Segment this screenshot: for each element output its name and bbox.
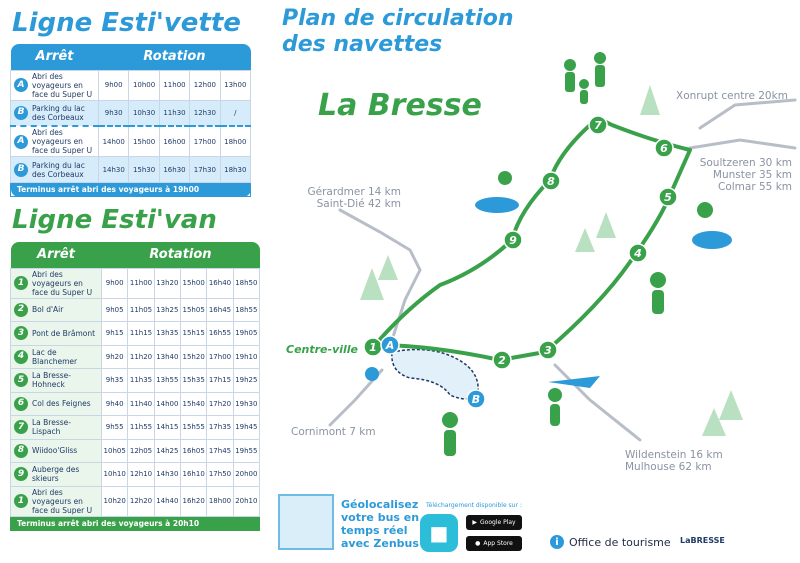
stop-cell [11,70,99,100]
stop-badge: 8 [14,444,28,458]
google-play-button[interactable] [466,515,522,530]
time-cell: 19h25 [233,369,259,393]
stop-badge: A [14,135,28,149]
time-cell: 13h40 [154,345,180,369]
time-cell: 16h30 [159,157,189,183]
stop-badge: 7 [14,420,28,434]
vette-footer: Terminus arrêt abri des voyageurs à 19h00 [11,183,251,197]
info-icon: i [550,535,564,549]
table-row [11,268,260,298]
stop-badge: 5 [14,373,28,387]
time-cell: 10h10 [102,463,128,487]
time-cell: 19h05 [233,322,259,346]
time-cell: 19h45 [233,416,259,440]
flag-icon [548,376,600,388]
table-row [11,416,260,440]
time-cell: 17h15 [207,369,233,393]
float-icon [475,197,519,213]
time-cell: 17h35 [207,416,233,440]
stop-marker-label: 5 [664,191,672,204]
play-icon: ▶ [472,519,478,526]
time-cell: 9h20 [102,345,128,369]
table-row [11,392,260,416]
time-cell: 17h50 [207,463,233,487]
stop-cell [11,100,99,126]
stop-cell-inner [14,488,98,515]
time-cell: 15h20 [180,345,206,369]
dest-south [625,449,723,473]
stop-name: Wiidoo'Gliss [32,446,78,456]
stop-name: Abri des voyageurs en face du Super U [32,128,93,155]
stop-name: Abri des voyageurs en face du Super U [32,71,93,99]
time-cell: 15h00 [180,268,206,298]
stop-marker [504,231,522,249]
time-cell: 12h05 [128,439,154,463]
time-cell: 13h55 [154,369,180,393]
time-cell: 17h20 [207,392,233,416]
stop-cell [11,392,102,416]
time-cell: 14h00 [99,126,129,157]
stop-badge: B [14,106,28,120]
stop-marker [655,139,673,157]
dest-east [616,157,792,193]
time-cell: 14h30 [99,157,129,183]
time-cell: 15h55 [180,416,206,440]
time-cell: 9h00 [102,268,128,298]
time-cell: 11h15 [128,322,154,346]
stop-badge: 6 [14,397,28,411]
dest-cornimont: Cornimont 7 km [291,426,376,438]
stop-badge: A [14,78,28,92]
stop-cell-inner [14,72,95,99]
zenbus-line1: Géolocalisez [341,498,419,511]
esti-vette-table [10,44,251,197]
time-cell: 11h20 [128,345,154,369]
time-cell: 19h30 [233,392,259,416]
time-cell: 16h40 [207,268,233,298]
stop-cell [11,157,99,183]
stop-cell-inner [14,444,98,458]
table-row [11,298,260,322]
office-tourisme [550,535,671,549]
dest-xonrupt: Xonrupt centre 20km [676,90,788,102]
time-cell: 9h55 [102,416,128,440]
stop-cell [11,268,102,298]
time-cell: 16h55 [207,322,233,346]
time-cell: 16h20 [180,486,206,516]
table-row [11,70,251,100]
stop-name: Lac de Blanchemer [32,347,78,366]
table-row [11,369,260,393]
stop-cell-inner [14,128,95,155]
time-cell: 12h10 [128,463,154,487]
zenbus-line3: temps réel [341,524,408,537]
stop-cell-inner [14,326,98,340]
stop-name: Col des Feignes [32,399,91,409]
stop-cell [11,486,102,516]
time-cell: 13h20 [154,268,180,298]
col-rotation: Rotation [102,242,260,268]
time-cell: 15h30 [129,157,159,183]
dest-gerardmer: Gérardmer 14 km [307,186,401,198]
time-cell: 15h00 [129,126,159,157]
time-cell: 11h00 [159,70,189,100]
stop-cell-inner [14,348,98,366]
stop-name: Abri des voyageurs en face du Super U [32,487,93,515]
map-title-line1: Plan de circulation [282,6,514,31]
la-bresse-logo [680,536,725,545]
info-icon [365,367,379,381]
stop-marker [467,390,485,408]
time-cell: 9h15 [102,322,128,346]
time-cell: 13h35 [154,322,180,346]
shuttle-route-map [262,0,800,563]
col-rotation: Rotation [99,44,251,70]
stop-name: Auberge des skieurs [32,465,80,484]
time-cell: 16h45 [207,298,233,322]
stop-badge: 1 [14,276,28,290]
stop-badge: 4 [14,350,28,364]
stop-cell [11,369,102,393]
time-cell: 12h20 [128,486,154,516]
sled-icon [692,231,732,249]
table-row [11,322,260,346]
stop-cell [11,463,102,487]
stop-cell [11,439,102,463]
time-cell: 9h05 [102,298,128,322]
stop-cell-inner [14,270,98,297]
logo-text: LaBRESSE [680,536,725,545]
stop-cell-inner [14,397,98,411]
dest-colmar: Colmar 55 km [718,181,792,193]
time-cell: 10h00 [129,70,159,100]
stop-name: Bol d'Air [32,305,64,315]
time-cell: 10h30 [129,100,159,126]
stop-badge: B [14,163,28,177]
time-cell: 15h05 [180,298,206,322]
time-cell: 14h00 [154,392,180,416]
time-cell: 18h00 [220,126,250,157]
stop-marker [542,172,560,190]
stop-marker-label: 3 [544,344,552,357]
stop-cell [11,416,102,440]
time-cell: / [220,100,250,126]
zenbus-line2: votre bus en [341,511,420,524]
stop-badge: 3 [14,326,28,340]
time-cell: 14h15 [154,416,180,440]
stop-marker-label: 7 [594,119,602,132]
stop-marker [589,116,607,134]
stop-name: Pont de Brâmont [32,328,96,338]
stop-name: Parking du lac des Corbeaux [32,103,85,122]
stop-name: Parking du lac des Corbeaux [32,160,85,179]
road-xonrupt [700,100,795,128]
stop-marker-label: 1 [369,341,377,354]
time-cell: 16h10 [180,463,206,487]
table-row [11,439,260,463]
stop-badge: 1 [14,494,28,508]
time-cell: 20h10 [233,486,259,516]
dest-munster: Munster 35 km [712,169,792,181]
lake-des-corbeaux [392,350,478,399]
time-cell: 12h30 [190,100,220,126]
time-cell: 18h00 [207,486,233,516]
col-arret: Arrêt [11,242,102,268]
time-cell: 17h00 [190,126,220,157]
time-cell: 17h30 [190,157,220,183]
stop-name: Abri des voyageurs en face du Super U [32,269,93,297]
time-cell: 11h55 [128,416,154,440]
time-cell: 15h35 [180,369,206,393]
time-cell: 12h00 [190,70,220,100]
time-cell: 19h10 [233,345,259,369]
esti-vette-title: Ligne Esti'vette [12,8,241,38]
time-cell: 15h15 [180,322,206,346]
stop-marker [629,244,647,262]
dest-mulhouse: Mulhouse 62 km [625,461,712,473]
stop-marker [539,341,557,359]
stop-badge: 9 [14,467,28,481]
time-cell: 13h25 [154,298,180,322]
stop-marker-label: 9 [509,234,517,247]
stop-cell-inner [14,161,95,179]
esti-van-title: Ligne Esti'van [12,205,217,235]
stop-cell [11,345,102,369]
app-store-button[interactable] [466,536,522,551]
road-soultzeren [690,140,795,148]
col-arret: Arrêt [11,44,99,70]
time-cell: 11h05 [128,298,154,322]
time-cell: 10h05 [102,439,128,463]
stop-marker-label: B [471,393,481,406]
stop-marker-label: 8 [547,175,555,188]
stop-badge: 2 [14,303,28,317]
stop-cell [11,322,102,346]
app-store-label: App Store [483,540,513,547]
stop-marker-label: 4 [634,247,642,260]
map-title-line2: des navettes [282,32,443,57]
dest-soultzeren: Soultzeren 30 km [699,157,792,169]
table-row [11,463,260,487]
esti-van-table [10,242,260,531]
stop-marker [493,351,511,369]
tree-icon [360,85,743,436]
time-cell: 9h30 [99,100,129,126]
time-cell: 13h00 [220,70,250,100]
stop-marker [381,336,399,354]
stop-cell-inner [14,371,98,389]
stop-cell-inner [14,465,98,483]
dest-north-west [303,186,401,210]
map-title [282,6,514,58]
apple-icon: ● [475,540,481,547]
office-label: Office de tourisme [569,535,671,549]
time-cell: 11h40 [128,392,154,416]
table-row [11,157,251,183]
time-cell: 14h40 [154,486,180,516]
time-cell: 16h00 [159,126,189,157]
table-row [11,345,260,369]
van-footer: Terminus arrêt abri des voyageurs à 20h10 [11,516,260,530]
road-wildenstein [555,365,640,440]
table-row [11,126,251,157]
time-cell: 10h20 [102,486,128,516]
time-cell: 9h00 [99,70,129,100]
time-cell: 18h50 [233,268,259,298]
time-cell: 9h40 [102,392,128,416]
time-cell: 15h40 [180,392,206,416]
stop-name: La Bresse-Hohneck [32,371,71,390]
time-cell: 14h30 [154,463,180,487]
qr-code[interactable] [278,494,334,550]
stop-cell-inner [14,303,98,317]
zenbus-app-icon[interactable]: ■ [420,514,458,552]
stop-cell [11,126,99,157]
google-play-label: Google Play [480,519,516,526]
time-cell: 18h30 [220,157,250,183]
time-cell: 11h35 [128,369,154,393]
table-row [11,486,260,516]
time-cell: 16h05 [180,439,206,463]
stop-name: La Bresse-Lispach [32,418,71,437]
stop-marker-label: A [385,339,395,352]
time-cell: 14h25 [154,439,180,463]
stop-cell-inner [14,418,98,436]
time-cell: 20h00 [233,463,259,487]
time-cell: 18h55 [233,298,259,322]
time-cell: 11h00 [128,268,154,298]
stop-marker [364,338,382,356]
stop-cell [11,298,102,322]
stop-cell-inner [14,104,95,122]
town-title: La Bresse [318,88,482,123]
stop-marker-label: 2 [498,354,506,367]
dest-wildenstein: Wildenstein 16 km [625,449,723,461]
centre-ville-label: Centre-ville [286,343,359,356]
esti-van-route [375,118,690,360]
dest-saint-die: Saint-Dié 42 km [316,198,401,210]
zenbus-line4: avec Zenbus [341,537,419,550]
time-cell: 11h30 [159,100,189,126]
time-cell: 19h55 [233,439,259,463]
table-row [11,100,251,126]
download-label: Téléchargement disponible sur : [426,502,522,509]
zenbus-promo [341,498,419,550]
time-cell: 17h45 [207,439,233,463]
stop-marker-label: 6 [660,142,668,155]
time-cell: 9h35 [102,369,128,393]
time-cell: 17h00 [207,345,233,369]
